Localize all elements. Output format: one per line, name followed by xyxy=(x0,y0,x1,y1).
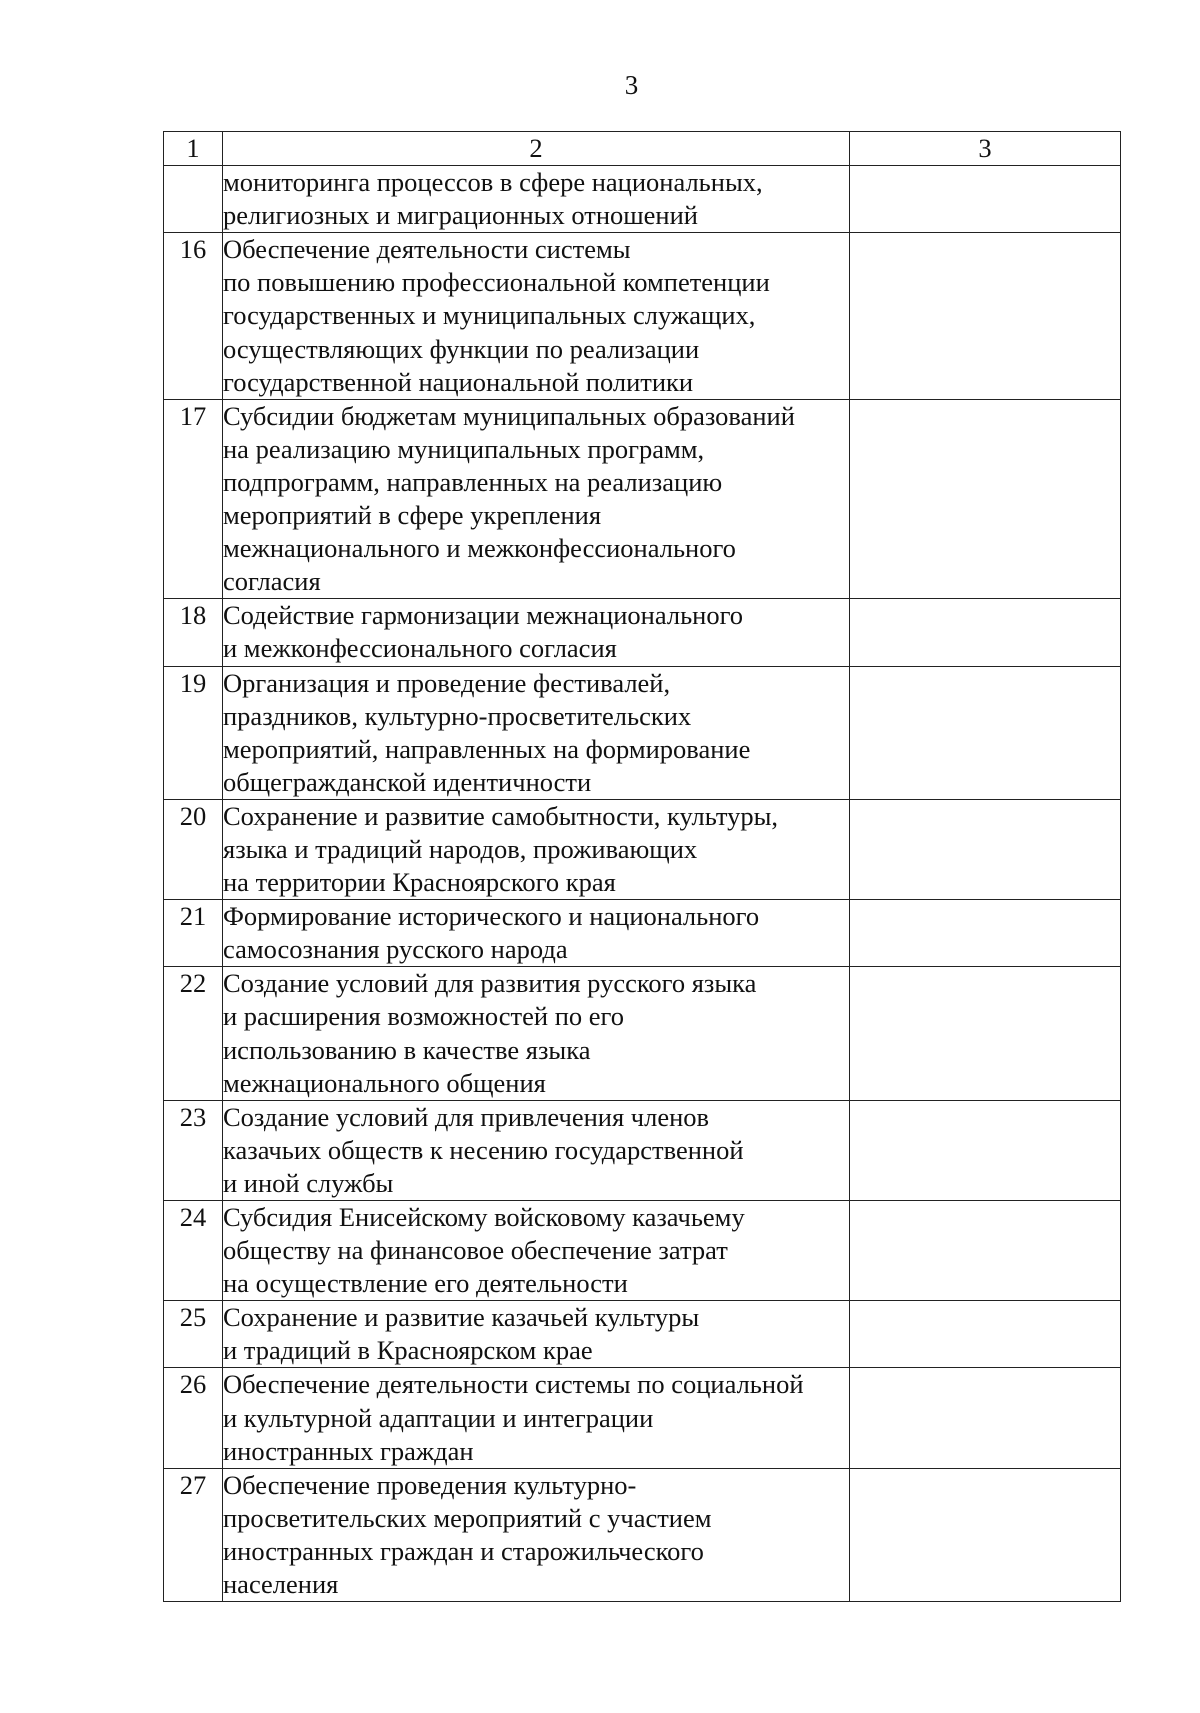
row-column-3 xyxy=(850,1301,1121,1368)
row-description: Создание условий для привлечения членов казачьих обществ к несению государственной и иной службы xyxy=(223,1100,850,1200)
row-number: 21 xyxy=(164,900,223,967)
table-row xyxy=(164,1100,1121,1200)
table-header-row xyxy=(164,132,1121,166)
row-column-3 xyxy=(850,799,1121,899)
table-row xyxy=(164,599,1121,666)
row-number: 16 xyxy=(164,233,223,399)
row-column-3 xyxy=(850,666,1121,799)
row-number: 20 xyxy=(164,799,223,899)
column-header-3: 3 xyxy=(850,132,1121,166)
row-column-3 xyxy=(850,1201,1121,1301)
row-column-3 xyxy=(850,967,1121,1100)
row-description: Обеспечение проведения культурно- просветительских мероприятий с участием иностранных граждан и старожильческого населения xyxy=(223,1468,850,1601)
row-column-3 xyxy=(850,599,1121,666)
row-number: 26 xyxy=(164,1368,223,1468)
table-row xyxy=(164,900,1121,967)
row-description: Создание условий для развития русского языка и расширения возможностей по его использованию в качестве языка межнационального общения xyxy=(223,967,850,1100)
row-number: 24 xyxy=(164,1201,223,1301)
row-number xyxy=(164,166,223,233)
row-description: Содействие гармонизации межнационального и межконфессионального согласия xyxy=(223,599,850,666)
table-row xyxy=(164,1368,1121,1468)
row-column-3 xyxy=(850,900,1121,967)
row-description: Сохранение и развитие самобытности, культуры, языка и традиций народов, проживающих на территории Красноярского края xyxy=(223,799,850,899)
table-row xyxy=(164,166,1121,233)
row-column-3 xyxy=(850,233,1121,399)
row-column-3 xyxy=(850,1468,1121,1601)
table-row xyxy=(164,1468,1121,1601)
column-header-2: 2 xyxy=(223,132,850,166)
table-row xyxy=(164,399,1121,599)
row-description: Субсидии бюджетам муниципальных образований на реализацию муниципальных программ, подпрограмм, направленных на реализацию мероприятий в сфере укрепления межнационального и межконфессионального согласия xyxy=(223,399,850,599)
table-row xyxy=(164,799,1121,899)
row-description: Сохранение и развитие казачьей культуры и традиций в Красноярском крае xyxy=(223,1301,850,1368)
document-table xyxy=(163,131,1121,1602)
row-description: Обеспечение деятельности системы по повышению профессиональной компетенции государственных и муниципальных служащих, осуществляющих функции по реализации государственной национальной политики xyxy=(223,233,850,399)
row-description: Формирование исторического и национального самосознания русского народа xyxy=(223,900,850,967)
row-column-3 xyxy=(850,1368,1121,1468)
row-number: 19 xyxy=(164,666,223,799)
row-description: Обеспечение деятельности системы по социальной и культурной адаптации и интеграции иностранных граждан xyxy=(223,1368,850,1468)
table-row xyxy=(164,666,1121,799)
row-column-3 xyxy=(850,1100,1121,1200)
row-column-3 xyxy=(850,399,1121,599)
column-header-1: 1 xyxy=(164,132,223,166)
row-description: Субсидия Енисейскому войсковому казачьему обществу на финансовое обеспечение затрат на осуществление его деятельности xyxy=(223,1201,850,1301)
table-row xyxy=(164,1201,1121,1301)
page-number: 3 xyxy=(624,70,639,100)
row-number: 17 xyxy=(164,399,223,599)
row-number: 25 xyxy=(164,1301,223,1368)
row-description: мониторинга процессов в сфере национальных, религиозных и миграционных отношений xyxy=(223,166,850,233)
row-number: 18 xyxy=(164,599,223,666)
row-description: Организация и проведение фестивалей, праздников, культурно-просветительских мероприятий, направленных на формирование общегражданской идентичности xyxy=(223,666,850,799)
row-number: 27 xyxy=(164,1468,223,1601)
table-row xyxy=(164,967,1121,1100)
table-row xyxy=(164,233,1121,399)
table-row xyxy=(164,1301,1121,1368)
row-column-3 xyxy=(850,166,1121,233)
row-number: 23 xyxy=(164,1100,223,1200)
row-number: 22 xyxy=(164,967,223,1100)
